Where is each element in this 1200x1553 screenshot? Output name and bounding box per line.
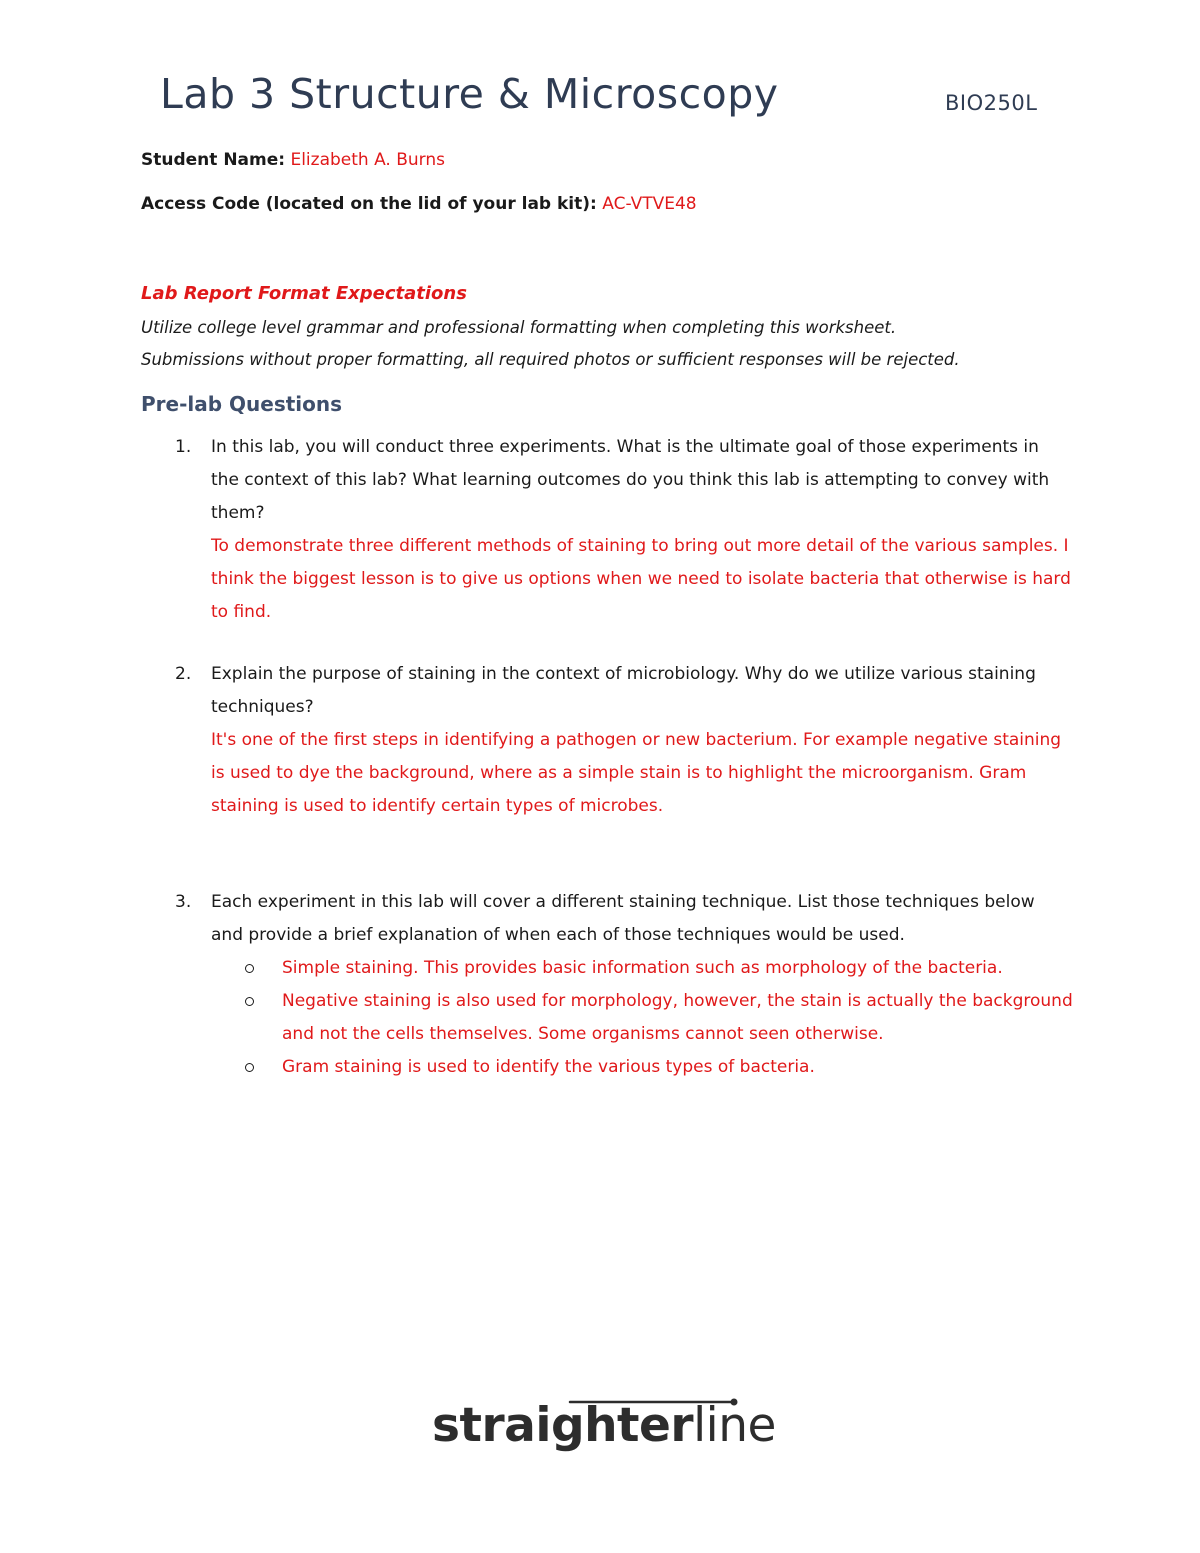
circle-bullet-icon — [245, 964, 254, 973]
list-item-text: Simple staining. This provides basic information such as morphology of the bacteria. — [282, 958, 1003, 978]
list-item — [282, 1051, 1082, 1084]
question-text: In this lab, you will conduct three experiments. What is the ultimate goal of those experiments in the context of this lab? What learning outcomes do you think this lab is attempting to convey with them? — [211, 437, 1050, 523]
answer-text: It's one of the first steps in identifying a pathogen or new bacterium. For example negative staining is used to dye the background, where as a simple stain is to highlight the microorganism. Gram staining is used to identify certain types of microbes. — [211, 730, 1062, 816]
list-item-text: Negative staining is also used for morphology, however, the stain is actually the background and not the cells themselves. Some organisms cannot seen otherwise. — [282, 991, 1073, 1044]
question-number: 2. — [175, 664, 192, 684]
page-title: Lab 3 Structure & Microscopy — [160, 70, 779, 118]
question-number: 3. — [175, 892, 192, 912]
question-3 — [175, 886, 1071, 952]
format-expectations-heading: Lab Report Format Expectations — [141, 283, 467, 304]
question-text: Explain the purpose of staining in the context of microbiology. Why do we utilize various staining techniques? — [211, 664, 1036, 717]
answer-text: To demonstrate three different methods of staining to bring out more detail of the various samples. I think the biggest lesson is to give us options when we need to isolate bacteria that otherwise is hard to find. — [211, 536, 1071, 622]
logo-bold-text: straighter — [432, 1398, 694, 1453]
straighterline-logo — [432, 1392, 776, 1462]
list-item — [282, 952, 1082, 985]
student-name-value: Elizabeth A. Burns — [290, 150, 445, 170]
format-line-2: Submissions without proper formatting, all required photos or sufficient responses will be rejected. — [141, 350, 960, 369]
question-number: 1. — [175, 437, 192, 457]
staining-techniques-list — [282, 952, 1082, 1084]
list-item — [282, 985, 1082, 1051]
access-code-field — [141, 194, 697, 214]
circle-bullet-icon — [245, 1063, 254, 1072]
format-line-1: Utilize college level grammar and professional formatting when completing this worksheet. — [141, 318, 897, 337]
circle-bullet-icon — [245, 997, 254, 1006]
student-name-label: Student Name: — [141, 150, 286, 170]
student-name-field — [141, 150, 445, 170]
access-code-value: AC-VTVE48 — [602, 194, 697, 214]
course-code: BIO250L — [945, 91, 1038, 115]
access-code-label: Access Code (located on the lid of your lab kit): — [141, 194, 597, 214]
question-1 — [175, 431, 1071, 629]
list-item-text: Gram staining is used to identify the various types of bacteria. — [282, 1057, 815, 1077]
prelab-heading: Pre-lab Questions — [141, 392, 343, 416]
logo-wordmark — [432, 1398, 776, 1453]
question-text: Each experiment in this lab will cover a different staining technique. List those techniques below and provide a brief explanation of when each of those techniques would be used. — [211, 892, 1035, 945]
logo-light-text: line — [693, 1398, 776, 1453]
question-2 — [175, 658, 1071, 823]
